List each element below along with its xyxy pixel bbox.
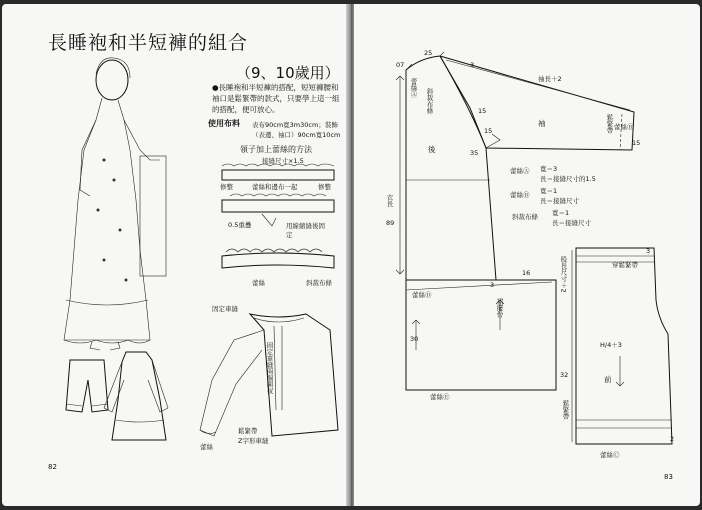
dim-32: 32 xyxy=(560,371,569,379)
dim-15c: 15 xyxy=(632,139,641,147)
method-title: 領子加上蕾絲的方法 xyxy=(240,145,312,154)
shorts-elastic: 鬆緊帶 xyxy=(561,400,570,420)
dim-35: 35 xyxy=(470,149,479,157)
shorts-front: 前 xyxy=(604,375,612,384)
dim-07: 07 xyxy=(396,61,405,69)
spec-lace-a-length: 長＝接縫尺寸的1.5 xyxy=(540,175,596,183)
shorts-h4: H/4＋3 xyxy=(600,341,622,349)
dim-16: 16 xyxy=(522,269,531,277)
lace-a-bodice: 蕾絲Ⓐ xyxy=(409,78,418,98)
spec-bias: 斜裁布條 xyxy=(512,213,538,221)
page-title: 長睡袍和半短褲的組合 xyxy=(48,32,249,54)
lace-sleeve-label: 蕾絲 xyxy=(200,443,213,451)
dim-3-top: 3 xyxy=(470,61,475,69)
shorts-lace-c: 蕾絲Ⓒ xyxy=(600,451,620,459)
overlap-label: 0.5重疊 xyxy=(228,221,252,229)
intro-text: ●長睡袍和半短褲的搭配，短短褲腰和袖口是鬆緊帶的款式，只要學上這一組的搭配，便可放心。 xyxy=(212,83,340,114)
lace-sew-label: 蕾絲和邊布一起 xyxy=(252,183,298,191)
spec-lace-a: 蕾絲Ⓐ xyxy=(510,167,530,175)
fixed-stitch-label: 固定車縫 xyxy=(212,305,238,313)
spec-lace-b-length: 長＝接縫尺寸 xyxy=(540,197,579,205)
shorts-dim-3: 3 xyxy=(646,247,651,255)
body-length-value: 89 xyxy=(386,219,395,227)
spec-bias-length: 長＝接縫尺寸 xyxy=(552,219,591,227)
shorts-waist-elastic: 穿鬆緊帶 xyxy=(612,261,638,269)
spec-lace-b-width: 寬＝1 xyxy=(540,187,558,195)
bias-strip-bodice: 斜裁布條 xyxy=(425,88,434,114)
sleeve-label: 袖 xyxy=(538,119,546,128)
dim-30: 30 xyxy=(410,335,419,343)
dim-15a: 15 xyxy=(478,107,487,115)
skirt-label: 裙擺份 xyxy=(495,298,504,318)
spec-lace-a-width: 寬＝3 xyxy=(540,165,558,173)
back-label: 後 xyxy=(428,145,436,154)
body-length-label: 衣長 xyxy=(385,194,394,207)
back-bodice-pattern xyxy=(406,49,500,280)
spec-lace-b: 蕾絲Ⓑ xyxy=(510,191,530,199)
sleeve-elastic-label: 鬆緊帶 xyxy=(605,114,614,134)
lace-label: 蕾絲 xyxy=(252,279,265,287)
bias-tape-label: 斜裁布條 xyxy=(306,279,332,287)
sleeve-width-label: 袖長＋2 xyxy=(538,75,562,83)
lace-b-sleeve: 蕾絲Ⓑ xyxy=(614,123,634,131)
sleeve-pattern xyxy=(440,56,634,150)
materials-text: 表布90cm寬3m30cm；裝飾（表邊、袖口）90cm寬10cm xyxy=(252,121,341,139)
page-number-left: 82 xyxy=(48,463,57,471)
lace-e-label: 蕾絲Ⓔ xyxy=(430,393,450,401)
shorts-pattern xyxy=(572,248,675,444)
age-subtitle: （9、10歲用） xyxy=(236,64,340,82)
gather-label: 用線縮縫後固定 xyxy=(286,222,325,239)
trim-right-label: 修整 xyxy=(318,183,331,191)
page-number-right: 83 xyxy=(664,473,673,481)
lace-d-label: 蕾絲Ⓓ xyxy=(412,291,432,299)
lace-size-label: 接縫尺寸×1.5 xyxy=(262,157,304,165)
dim-15b: 15 xyxy=(484,127,493,135)
zigzag-label: Z字形車縫 xyxy=(238,437,269,445)
shorts-dim-2: 2 xyxy=(670,435,675,443)
spec-bias-width: 寬＝1 xyxy=(552,209,570,217)
elastic-label: 鬆緊帶 xyxy=(238,427,258,435)
placket-stitch-label: 固定車縫兩端開衩 xyxy=(265,342,274,394)
shorts-side-length: 股長尺寸＋2 xyxy=(559,256,568,293)
dim-25: 25 xyxy=(424,49,433,57)
materials-label: 使用布料 xyxy=(208,119,240,128)
dim-3-mid: 3 xyxy=(490,281,495,289)
trim-left-label: 修整 xyxy=(220,183,233,191)
